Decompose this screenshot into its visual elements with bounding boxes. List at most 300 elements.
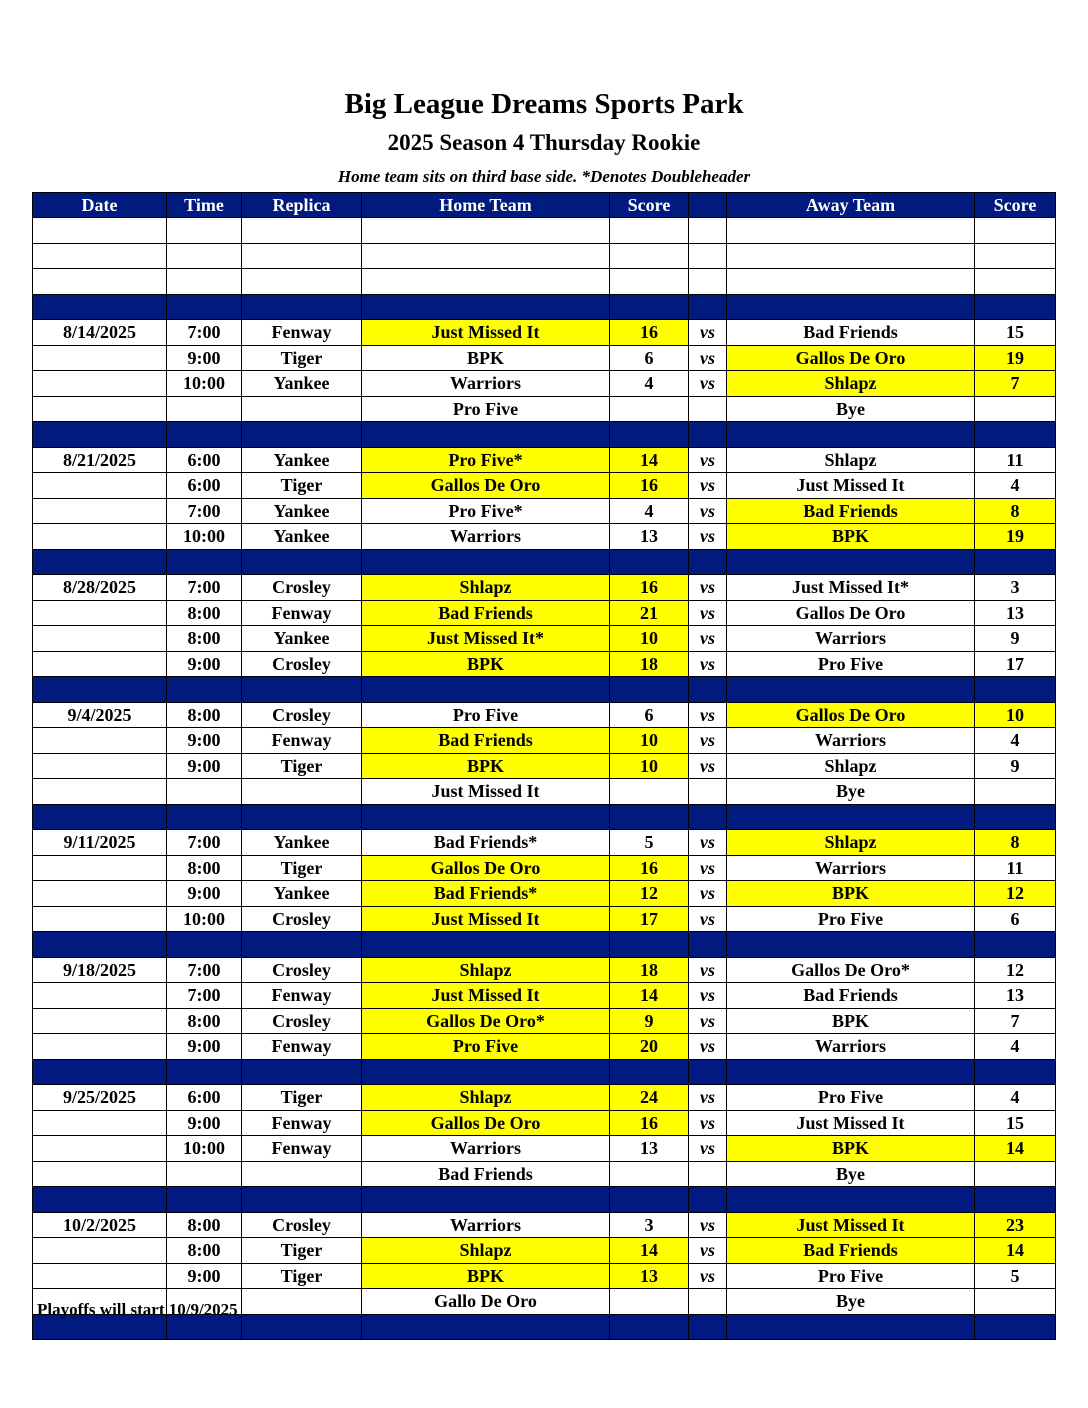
away-score-cell [975,422,1056,448]
replica-cell: Yankee [242,498,362,524]
home-team-cell: Warriors [362,524,610,550]
header-home-score: Score [610,193,689,218]
away-team-cell [727,243,975,269]
replica-cell: Fenway [242,600,362,626]
home-team-cell: Shlapz [362,575,610,601]
header-away-team: Away Team [727,193,975,218]
schedule-body [33,218,1056,1340]
week-separator-row [33,932,1056,958]
vs-cell: vs [689,1136,727,1162]
date-cell [33,371,167,397]
replica-cell [242,218,362,244]
replica-cell: Crosley [242,702,362,728]
date-cell [33,881,167,907]
away-team-cell: Gallos De Oro [727,345,975,371]
replica-cell: Tiger [242,1085,362,1111]
vs-cell: vs [689,320,727,346]
replica-cell: Yankee [242,447,362,473]
home-team-cell: Bad Friends [362,1161,610,1187]
header-home-team: Home Team [362,193,610,218]
date-cell: 10/2/2025 [33,1212,167,1238]
away-score-cell [975,1314,1056,1340]
time-cell [167,932,242,958]
away-score-cell: 15 [975,320,1056,346]
date-cell [33,677,167,703]
time-cell: 10:00 [167,371,242,397]
time-cell [167,422,242,448]
vs-cell: vs [689,651,727,677]
week-separator-row [33,294,1056,320]
replica-cell [242,1161,362,1187]
away-score-cell: 9 [975,753,1056,779]
vs-cell: vs [689,906,727,932]
date-cell [33,1161,167,1187]
home-team-cell: Shlapz [362,1238,610,1264]
home-team-cell: Bad Friends* [362,881,610,907]
away-score-cell [975,396,1056,422]
home-score-cell [610,396,689,422]
game-row [33,345,1056,371]
time-cell [167,779,242,805]
home-team-cell: BPK [362,651,610,677]
replica-cell: Yankee [242,881,362,907]
date-cell [33,983,167,1009]
home-score-cell: 13 [610,1136,689,1162]
home-score-cell: 14 [610,1238,689,1264]
date-cell [33,932,167,958]
vs-cell: vs [689,447,727,473]
vs-cell [689,1161,727,1187]
home-team-cell: Bad Friends* [362,830,610,856]
date-cell: 9/4/2025 [33,702,167,728]
vs-cell: vs [689,1212,727,1238]
replica-cell [242,243,362,269]
home-team-cell: Pro Five* [362,447,610,473]
away-score-cell: 13 [975,983,1056,1009]
game-row [33,1085,1056,1111]
home-score-cell: 6 [610,702,689,728]
vs-cell: vs [689,1263,727,1289]
replica-cell [242,294,362,320]
home-score-cell [610,422,689,448]
time-cell [167,243,242,269]
home-team-cell [362,1059,610,1085]
away-score-cell: 14 [975,1136,1056,1162]
vs-cell: vs [689,702,727,728]
home-score-cell: 24 [610,1085,689,1111]
home-team-cell: Gallo De Oro [362,1289,610,1315]
date-cell [33,1187,167,1213]
home-team-cell [362,269,610,295]
away-team-cell [727,1187,975,1213]
away-score-cell: 14 [975,1238,1056,1264]
home-score-cell: 12 [610,881,689,907]
replica-cell [242,269,362,295]
home-score-cell: 10 [610,626,689,652]
time-cell: 7:00 [167,983,242,1009]
away-score-cell: 4 [975,1034,1056,1060]
home-score-cell [610,804,689,830]
date-cell [33,524,167,550]
home-score-cell: 18 [610,651,689,677]
away-score-cell [975,1289,1056,1315]
home-score-cell: 16 [610,575,689,601]
away-score-cell: 11 [975,447,1056,473]
home-score-cell: 3 [610,1212,689,1238]
date-cell: 9/11/2025 [33,830,167,856]
home-team-cell: Gallos De Oro [362,473,610,499]
vs-cell: vs [689,371,727,397]
replica-cell: Crosley [242,1212,362,1238]
away-team-cell [727,677,975,703]
home-team-cell: BPK [362,345,610,371]
vs-cell [689,1289,727,1315]
date-cell [33,906,167,932]
away-team-cell: Bye [727,1289,975,1315]
week-separator-row [33,549,1056,575]
home-team-cell: Gallos De Oro* [362,1008,610,1034]
time-cell [167,804,242,830]
home-team-cell: Warriors [362,1212,610,1238]
away-score-cell [975,1187,1056,1213]
vs-cell [689,677,727,703]
away-team-cell: Shlapz [727,830,975,856]
away-team-cell: Gallos De Oro* [727,957,975,983]
game-row [33,702,1056,728]
time-cell: 10:00 [167,524,242,550]
date-cell [33,422,167,448]
vs-cell: vs [689,957,727,983]
vs-cell [689,1187,727,1213]
home-score-cell: 16 [610,320,689,346]
vs-cell: vs [689,855,727,881]
replica-cell [242,932,362,958]
away-score-cell: 4 [975,1085,1056,1111]
away-score-cell [975,804,1056,830]
time-cell: 9:00 [167,345,242,371]
time-cell: 9:00 [167,728,242,754]
time-cell [167,1187,242,1213]
home-score-cell [610,549,689,575]
home-team-cell: Just Missed It* [362,626,610,652]
date-cell: 9/18/2025 [33,957,167,983]
game-row [33,651,1056,677]
home-score-cell: 14 [610,447,689,473]
replica-cell [242,677,362,703]
week-separator-row [33,422,1056,448]
away-team-cell [727,1314,975,1340]
vs-cell [689,396,727,422]
time-cell: 7:00 [167,498,242,524]
replica-cell: Fenway [242,320,362,346]
game-row [33,728,1056,754]
time-cell: 6:00 [167,1085,242,1111]
away-team-cell: Bad Friends [727,1238,975,1264]
game-row [33,906,1056,932]
home-score-cell [610,1059,689,1085]
away-team-cell: Just Missed It [727,473,975,499]
vs-cell: vs [689,1034,727,1060]
away-team-cell [727,218,975,244]
home-score-cell: 21 [610,600,689,626]
game-row [33,881,1056,907]
time-cell: 8:00 [167,702,242,728]
date-cell: 8/21/2025 [33,447,167,473]
game-row [33,1110,1056,1136]
away-score-cell [975,269,1056,295]
home-team-cell: Warriors [362,1136,610,1162]
vs-cell [689,218,727,244]
date-cell [33,1008,167,1034]
away-score-cell: 15 [975,1110,1056,1136]
time-cell: 7:00 [167,830,242,856]
home-score-cell [610,294,689,320]
time-cell: 8:00 [167,626,242,652]
week-separator-row [33,677,1056,703]
time-cell: 10:00 [167,906,242,932]
time-cell: 8:00 [167,1212,242,1238]
date-cell [33,218,167,244]
away-team-cell: BPK [727,1008,975,1034]
time-cell [167,549,242,575]
away-team-cell: Bye [727,779,975,805]
away-score-cell [975,779,1056,805]
time-cell: 6:00 [167,447,242,473]
time-cell [167,1161,242,1187]
time-cell: 8:00 [167,1238,242,1264]
vs-cell: vs [689,626,727,652]
replica-cell [242,1187,362,1213]
date-cell: 9/25/2025 [33,1085,167,1111]
vs-cell: vs [689,983,727,1009]
replica-cell: Fenway [242,1110,362,1136]
replica-cell: Crosley [242,651,362,677]
vs-cell [689,804,727,830]
replica-cell: Crosley [242,1008,362,1034]
replica-cell: Crosley [242,575,362,601]
bye-row [33,396,1056,422]
game-row [33,1008,1056,1034]
vs-cell [689,1314,727,1340]
replica-cell: Tiger [242,753,362,779]
time-cell: 8:00 [167,855,242,881]
home-score-cell: 9 [610,1008,689,1034]
home-score-cell: 4 [610,371,689,397]
away-team-cell: BPK [727,1136,975,1162]
home-score-cell: 13 [610,524,689,550]
away-team-cell [727,1059,975,1085]
away-team-cell [727,422,975,448]
replica-cell: Tiger [242,855,362,881]
date-cell [33,498,167,524]
date-cell [33,1263,167,1289]
home-score-cell [610,243,689,269]
away-team-cell: Gallos De Oro [727,702,975,728]
away-team-cell [727,294,975,320]
header-vs [689,193,727,218]
vs-cell: vs [689,345,727,371]
away-score-cell: 17 [975,651,1056,677]
home-team-cell: Gallos De Oro [362,1110,610,1136]
replica-cell: Fenway [242,1136,362,1162]
blank-row [33,243,1056,269]
away-team-cell [727,269,975,295]
time-cell [167,218,242,244]
home-team-cell: Just Missed It [362,906,610,932]
time-cell: 9:00 [167,1034,242,1060]
home-team-cell: Just Missed It [362,983,610,1009]
replica-cell [242,1289,362,1315]
home-score-cell: 10 [610,728,689,754]
game-row [33,1263,1056,1289]
away-score-cell: 7 [975,1008,1056,1034]
replica-cell: Yankee [242,626,362,652]
home-team-cell [362,1187,610,1213]
away-team-cell: BPK [727,524,975,550]
away-team-cell: Shlapz [727,753,975,779]
playoffs-note: Playoffs will start 10/9/2025 [37,1300,238,1319]
home-team-cell: Just Missed It [362,779,610,805]
away-score-cell: 23 [975,1212,1056,1238]
away-team-cell: Just Missed It [727,1110,975,1136]
date-cell [33,269,167,295]
game-row [33,753,1056,779]
away-score-cell: 12 [975,881,1056,907]
home-score-cell: 10 [610,753,689,779]
vs-cell: vs [689,728,727,754]
home-score-cell: 16 [610,473,689,499]
date-cell [33,1136,167,1162]
date-cell [33,243,167,269]
game-row [33,371,1056,397]
replica-cell: Tiger [242,473,362,499]
home-team-cell: Pro Five [362,1034,610,1060]
game-row [33,498,1056,524]
home-team-cell: Shlapz [362,1085,610,1111]
home-team-cell: Gallos De Oro [362,855,610,881]
home-score-cell [610,1289,689,1315]
game-row [33,524,1056,550]
away-team-cell: Warriors [727,728,975,754]
home-team-cell: BPK [362,753,610,779]
away-score-cell [975,243,1056,269]
vs-cell: vs [689,600,727,626]
schedule-note: Home team sits on third base side. *Denotes Doubleheader [337,167,751,186]
away-score-cell: 3 [975,575,1056,601]
time-cell [167,677,242,703]
away-score-cell [975,1161,1056,1187]
vs-cell [689,549,727,575]
header-date: Date [33,193,167,218]
date-cell [33,1059,167,1085]
home-team-cell: BPK [362,1263,610,1289]
home-score-cell [610,779,689,805]
away-score-cell: 13 [975,600,1056,626]
page-title: Big League Dreams Sports Park [344,88,744,120]
page-subtitle: 2025 Season 4 Thursday Rookie [387,130,701,155]
away-score-cell [975,294,1056,320]
replica-cell: Crosley [242,957,362,983]
home-team-cell: Pro Five [362,702,610,728]
week-separator-row [33,804,1056,830]
date-cell [33,779,167,805]
bye-row [33,1161,1056,1187]
away-score-cell: 19 [975,345,1056,371]
home-team-cell [362,218,610,244]
home-score-cell [610,932,689,958]
away-team-cell: Bad Friends [727,320,975,346]
home-score-cell [610,1187,689,1213]
date-cell [33,294,167,320]
replica-cell [242,549,362,575]
vs-cell: vs [689,1085,727,1111]
date-cell [33,1110,167,1136]
game-row [33,473,1056,499]
date-cell [33,345,167,371]
date-cell [33,549,167,575]
vs-cell: vs [689,524,727,550]
game-row [33,600,1056,626]
away-score-cell: 19 [975,524,1056,550]
home-score-cell [610,269,689,295]
date-cell [33,1238,167,1264]
home-score-cell: 5 [610,830,689,856]
replica-cell [242,396,362,422]
away-score-cell: 9 [975,626,1056,652]
game-row [33,575,1056,601]
away-team-cell: Bye [727,1161,975,1187]
away-team-cell: Pro Five [727,651,975,677]
date-cell [33,396,167,422]
home-team-cell [362,243,610,269]
home-team-cell: Just Missed It [362,320,610,346]
replica-cell [242,779,362,805]
game-row [33,626,1056,652]
date-cell [33,753,167,779]
replica-cell: Tiger [242,1238,362,1264]
vs-cell [689,422,727,448]
home-score-cell: 14 [610,983,689,1009]
date-cell [33,804,167,830]
blank-row [33,269,1056,295]
away-score-cell [975,1059,1056,1085]
home-score-cell: 18 [610,957,689,983]
vs-cell [689,932,727,958]
away-score-cell: 5 [975,1263,1056,1289]
replica-cell [242,422,362,448]
away-score-cell [975,218,1056,244]
game-row [33,830,1056,856]
game-row [33,957,1056,983]
home-team-cell [362,1314,610,1340]
home-team-cell [362,549,610,575]
away-team-cell [727,804,975,830]
date-cell [33,473,167,499]
away-score-cell [975,932,1056,958]
home-team-cell [362,422,610,448]
schedule-table [32,192,1056,1340]
away-team-cell: Bad Friends [727,498,975,524]
game-row [33,1136,1056,1162]
date-cell: 8/14/2025 [33,320,167,346]
time-cell: 9:00 [167,651,242,677]
replica-cell [242,1059,362,1085]
replica-cell [242,1314,362,1340]
time-cell [167,294,242,320]
week-separator-row [33,1059,1056,1085]
date-cell [33,1034,167,1060]
away-score-cell: 8 [975,498,1056,524]
